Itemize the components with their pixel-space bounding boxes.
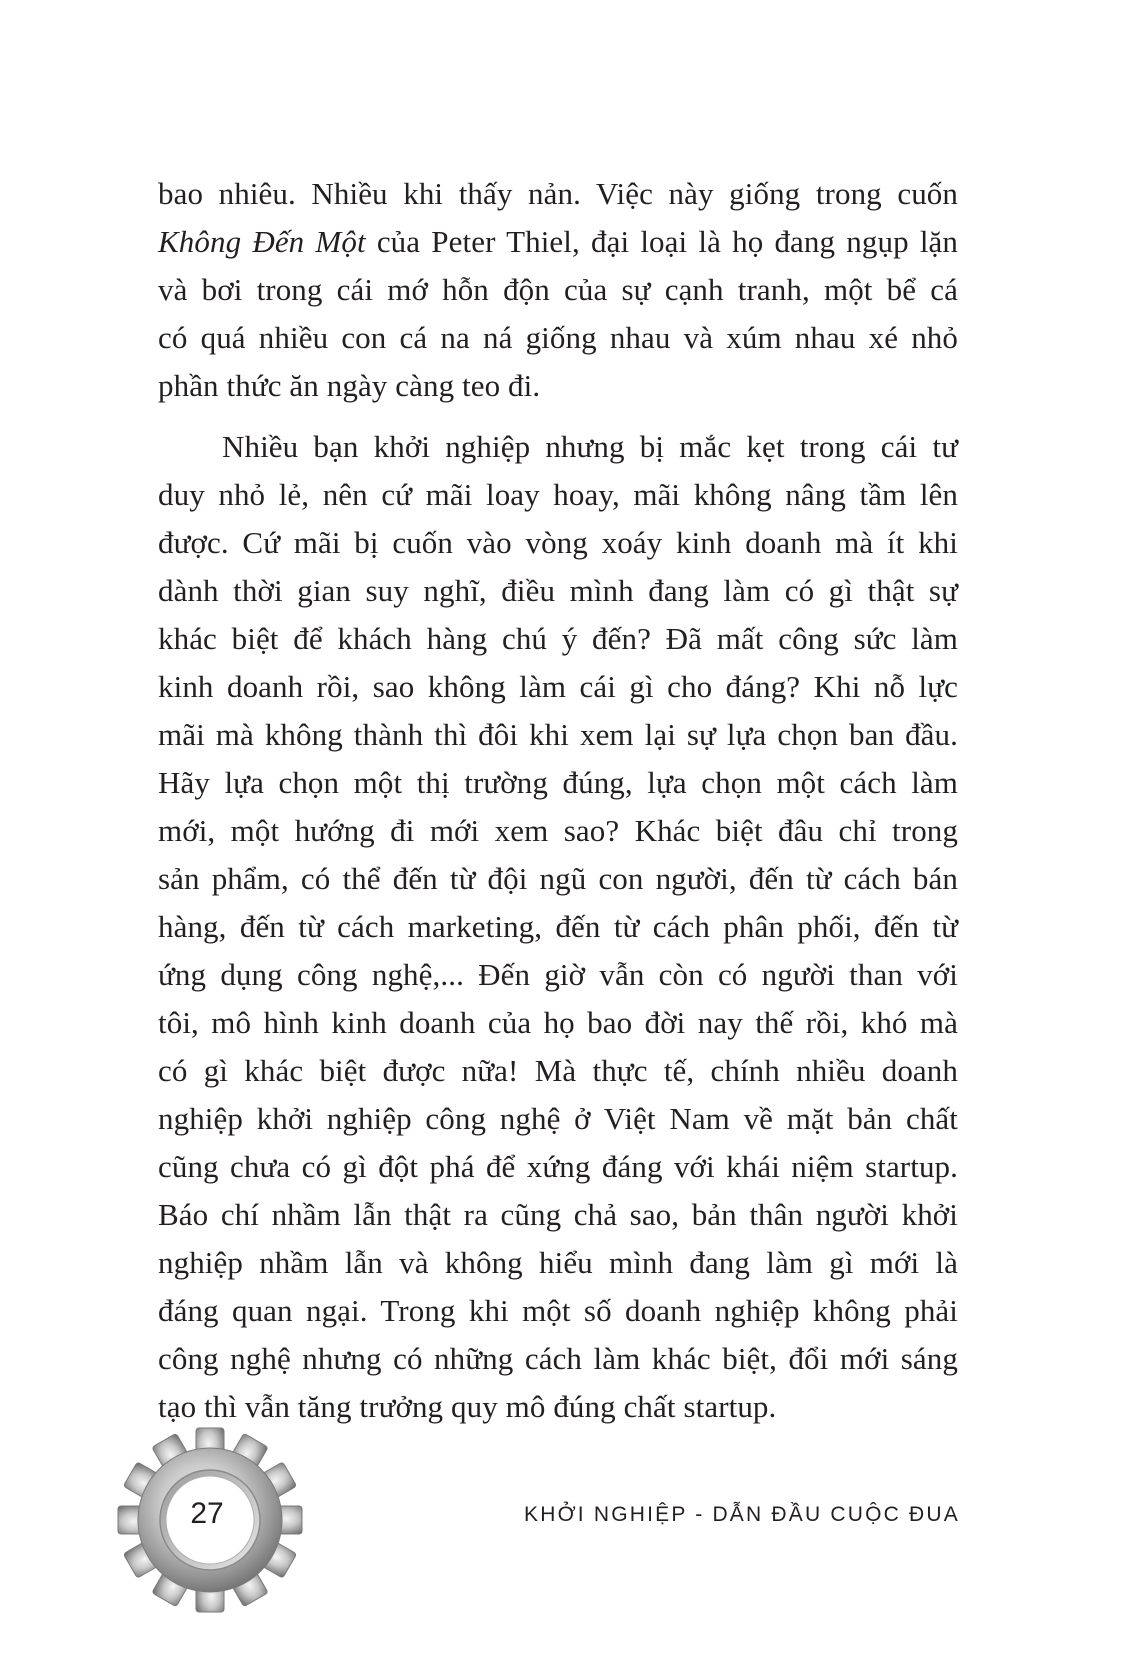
text-line: Báo chí nhầm lẫn thật ra cũng chả sao, bản thân người khởi — [158, 1197, 958, 1232]
text-line: sản phẩm, có thể đến từ đội ngũ con người, đến từ cách bán — [158, 861, 958, 896]
book-title: Không Đến Một — [158, 224, 366, 259]
text-line: mãi mà không thành thì đôi khi xem lại sự lựa chọn ban đầu. — [158, 717, 958, 752]
text-line: duy nhỏ lẻ, nên cứ mãi loay hoay, mãi không nâng tầm lên — [158, 477, 958, 512]
page-number: 27 — [190, 1497, 224, 1530]
text-line: Nhiều bạn khởi nghiệp nhưng bị mắc kẹt trong cái tư — [222, 429, 958, 464]
text-line: mới, một hướng đi mới xem sao? Khác biệt đâu chỉ trong — [158, 813, 958, 848]
text-span: của Peter Thiel, đại loại là họ đang ngụp lặn — [365, 224, 958, 259]
text-line: ứng dụng công nghệ,... Đến giờ vẫn còn có người than với — [158, 957, 958, 992]
text-line: nghiệp nhầm lẫn và không hiểu mình đang làm gì mới là — [158, 1245, 958, 1280]
text-line: Hãy lựa chọn một thị trường đúng, lựa chọn một cách làm — [158, 765, 958, 800]
text-line: phần thức ăn ngày càng teo đi. — [158, 368, 541, 403]
text-line — [158, 218, 958, 266]
text-line: cũng chưa có gì đột phá để xứng đáng với khái niệm startup. — [158, 1149, 958, 1184]
text-line: công nghệ nhưng có những cách làm khác biệt, đổi mới sáng — [158, 1341, 958, 1376]
text-line: hàng, đến từ cách marketing, đến từ cách phân phối, đến từ — [158, 909, 958, 944]
text-line: đáng quan ngại. Trong khi một số doanh nghiệp không phải — [158, 1293, 958, 1328]
paragraph-1 — [158, 170, 958, 410]
text-line: dành thời gian suy nghĩ, điều mình đang làm có gì thật sự — [158, 573, 958, 608]
text-line: có quá nhiều con cá na ná giống nhau và xúm nhau xé nhỏ — [158, 320, 958, 355]
text-line: tạo thì vẫn tăng trưởng quy mô đúng chất startup. — [158, 1389, 777, 1424]
running-title: KHỞI NGHIỆP - DẪN ĐẦU CUỘC ĐUA — [524, 1503, 960, 1526]
page-body — [158, 170, 958, 1431]
text-line: và bơi trong cái mớ hỗn độn của sự cạnh tranh, một bể cá — [158, 272, 958, 307]
text-line: tôi, mô hình kinh doanh của họ bao đời nay thế rồi, khó mà — [158, 1005, 958, 1040]
text-line: nghiệp khởi nghiệp công nghệ ở Việt Nam về mặt bản chất — [158, 1101, 958, 1136]
text-line: có gì khác biệt được nữa! Mà thực tế, chính nhiều doanh — [158, 1053, 958, 1088]
text-line: bao nhiêu. Nhiều khi thấy nản. Việc này giống trong cuốn — [158, 176, 958, 211]
paragraph-2 — [158, 423, 958, 1431]
text-line: kinh doanh rồi, sao không làm cái gì cho đáng? Khi nỗ lực — [158, 669, 958, 704]
text-line: khác biệt để khách hàng chú ý đến? Đã mất công sức làm — [158, 621, 958, 656]
text-line: được. Cứ mãi bị cuốn vào vòng xoáy kinh doanh mà ít khi — [158, 525, 958, 560]
